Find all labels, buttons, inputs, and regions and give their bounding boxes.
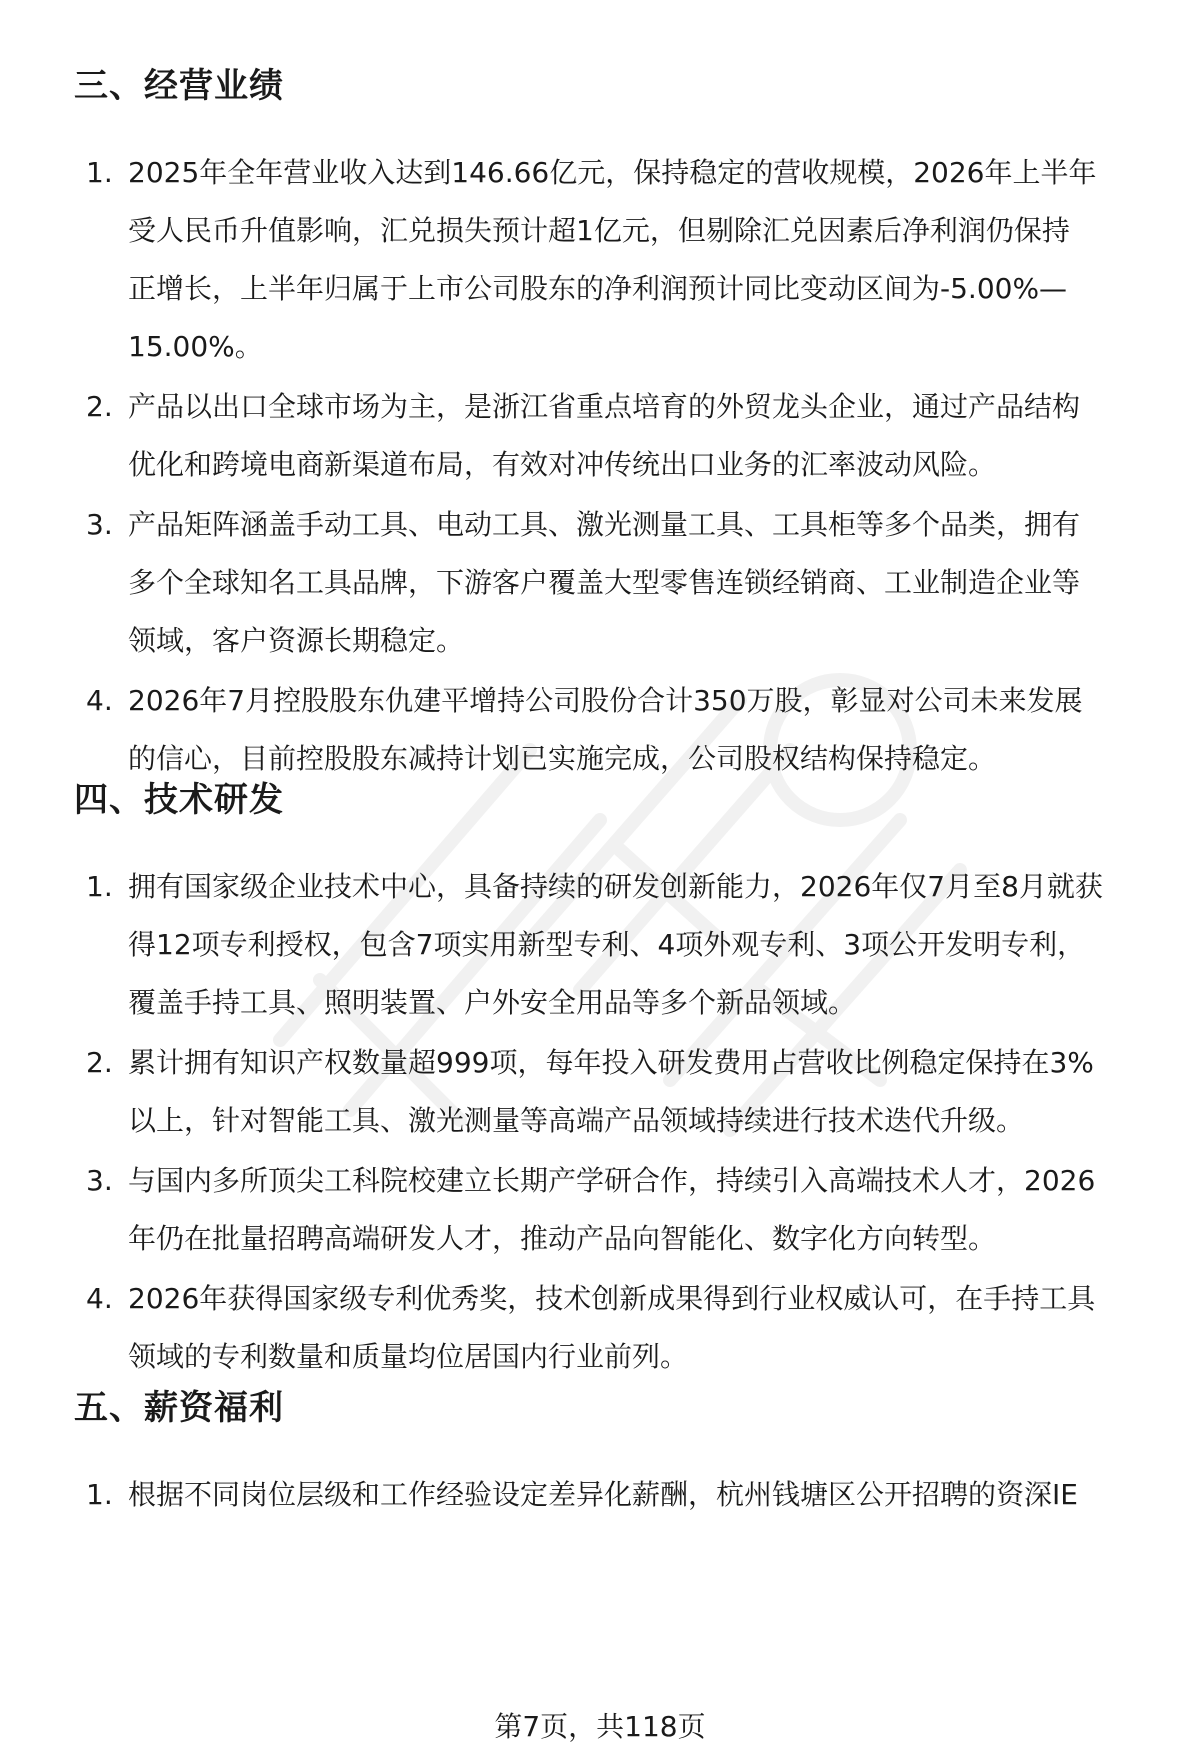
item-number: 4. [86,684,113,717]
item-line: 领域的专利数量和质量均位居国内行业前列。 [128,1340,689,1373]
item-line: 得12项专利授权，包含7项实用新型专利、4项外观专利、3项公开发明专利， [128,928,1086,961]
item-line: 覆盖手持工具、照明装置、户外安全用品等多个新品领域。 [128,986,857,1019]
item-line: 与国内多所顶尖工科院校建立长期产学研合作，持续引入高端技术人才，2026 [128,1164,1096,1197]
list-item [0,496,1200,670]
item-number: 3. [86,508,113,541]
list-item [0,672,1200,788]
item-line: 优化和跨境电商新渠道布局，有效对冲传统出口业务的汇率波动风险。 [128,448,997,481]
benefits-list [0,1466,1200,1526]
item-line: 受人民币升值影响，汇兑损失预计超1亿元，但剔除汇兑因素后净利润仍保持 [128,214,1070,247]
section-title-rnd: 四、技术研发 [74,780,284,820]
item-number: 1. [86,870,113,903]
item-number: 2. [86,1046,113,1079]
performance-list [0,144,1200,790]
item-line: 2025年全年营业收入达到146.66亿元，保持稳定的营收规模，2026年上半年 [128,156,1097,189]
item-number: 4. [86,1282,113,1315]
list-item [0,378,1200,494]
section-title-performance: 三、经营业绩 [74,66,284,106]
item-line: 累计拥有知识产权数量超999项，每年投入研发费用占营收比例稳定保持在3% [128,1046,1094,1079]
list-item [0,144,1200,376]
item-number: 1. [86,1478,113,1511]
item-line: 正增长，上半年归属于上市公司股东的净利润预计同比变动区间为-5.00%— [128,272,1068,305]
rnd-list [0,858,1200,1388]
list-item [0,1466,1200,1524]
item-line: 的信心，目前控股股东减持计划已实施完成，公司股权结构保持稳定。 [128,742,997,775]
item-line: 15.00%。 [128,330,263,363]
item-line: 领域，客户资源长期稳定。 [128,624,465,657]
list-item [0,1270,1200,1386]
item-line: 年仍在批量招聘高端研发人才，推动产品向智能化、数字化方向转型。 [128,1222,997,1255]
item-number: 3. [86,1164,113,1197]
item-line: 多个全球知名工具品牌，下游客户覆盖大型零售连锁经销商、工业制造企业等 [128,566,1081,599]
item-line: 产品矩阵涵盖手动工具、电动工具、激光测量工具、工具柜等多个品类，拥有 [128,508,1081,541]
list-item [0,1152,1200,1268]
item-line: 产品以出口全球市场为主，是浙江省重点培育的外贸龙头企业，通过产品结构 [128,390,1081,423]
item-line: 拥有国家级企业技术中心，具备持续的研发创新能力，2026年仅7月至8月就获 [128,870,1103,903]
item-line: 以上，针对智能工具、激光测量等高端产品领域持续进行技术迭代升级。 [128,1104,1025,1137]
item-line: 2026年获得国家级专利优秀奖，技术创新成果得到行业权威认可，在手持工具 [128,1282,1096,1315]
item-number: 2. [86,390,113,423]
page-footer: 第7页，共118页 [494,1710,706,1743]
item-line: 2026年7月控股股东仇建平增持公司股份合计350万股，彰显对公司未来发展 [128,684,1083,717]
item-number: 1. [86,156,113,189]
item-line: 根据不同岗位层级和工作经验设定差异化薪酬，杭州钱塘区公开招聘的资深IE [128,1478,1078,1511]
list-item [0,858,1200,1032]
list-item [0,1034,1200,1150]
section-title-benefits: 五、薪资福利 [74,1388,284,1428]
